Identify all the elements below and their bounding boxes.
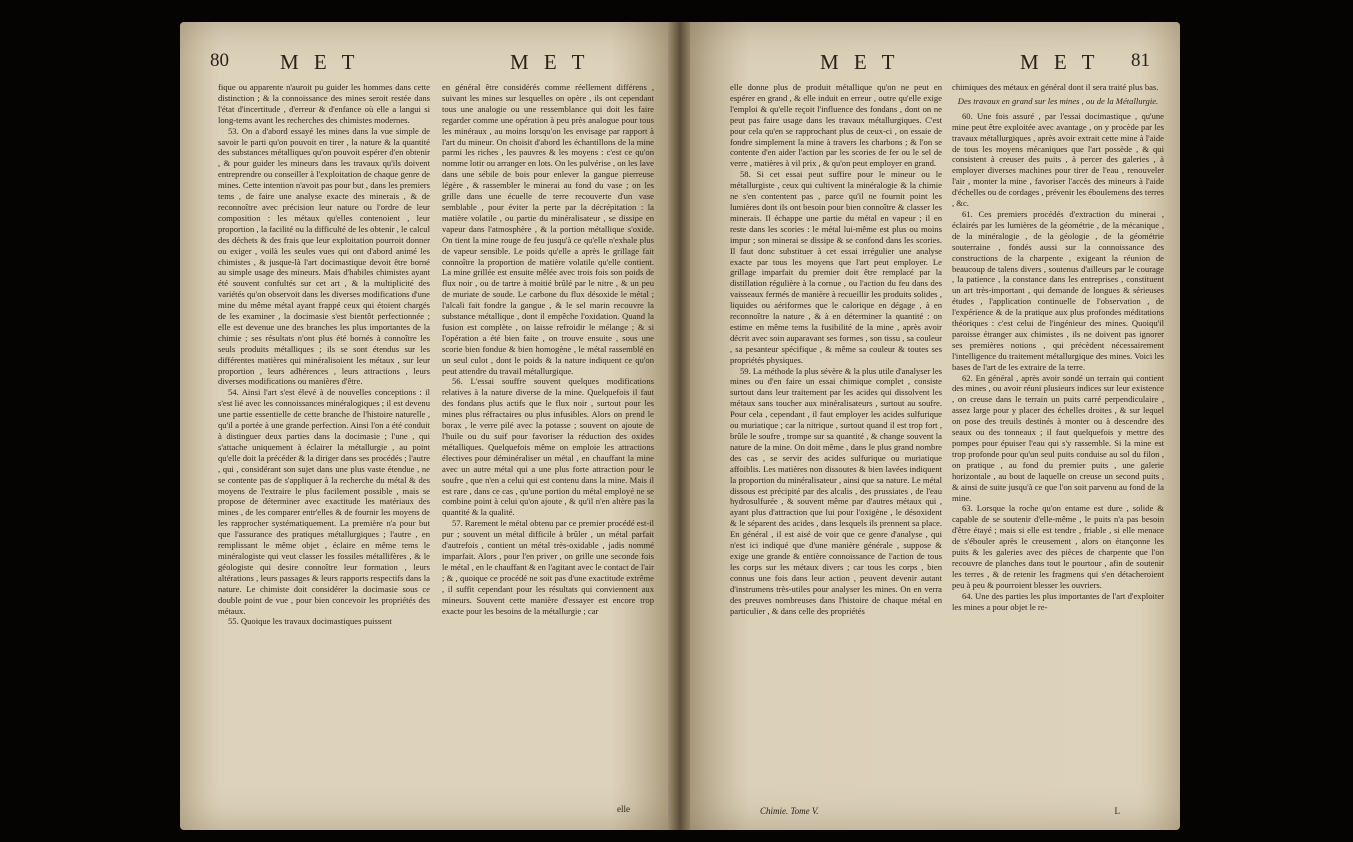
paragraph: 55. Quoique les travaux docimastiques puissent — [228, 616, 392, 627]
paragraph: 63. Lorsque la roche qu'on entame est dure , solide & capable de se soutenir d'elle-même , le puits n'a pas besoin d'être étayé ; mais si elle est tendre , friable , si elle menace de s'ébouler après le creusement , alors on étançonne les puits & les galeries avec des pièces de charpente que l'on recouvre de planches dans tout le pourtour , afin de soutenir les terres , & de retenir les fragmens qui s'en détacheroient peu à peu & pourroient blesser les ouvriers. — [952, 503, 1164, 590]
paragraph: chimiques des métaux en général dont il sera traité plus bas. — [952, 82, 1159, 92]
paragraph: 53. On a d'abord essayé les mines dans la vue simple de savoir le parti qu'on pouvoit en tirer , la nature & la quantité des substances métalliques qu'on pouvoit espérer d'en obtenir , & pour guider les mineurs dans les travaux qu'ils doivent entreprendre ou conseiller à l'exploitation de chaque genre de mines. Cette intention n'avoit pas pour but , dans les premiers tems , de faire une analyse exacte des minerais , & de reconnoître avec précision leur nature ou l'ordre de leur composition : les métaux qu'elles contenoient , leur proportion , la facilité ou la difficulté de les obtenir , le calcul des déchets & des frais que leur exploitation pourroit donner ou exiger , voilà les seules vues qui ont d'abord animé les chimistes , & jusque-là l'art docimastique devoit être borné au simple usage des mineurs. Mais d'habiles chimistes ayant été souvent confultés sur cet art , & la multiplicité des variétés qu'on observoit dans les diverses modifications d'une mine du même métal ayant frappé ceux qui étoient chargés de les examiner , la docimasie s'est bientôt perfectionnée ; elle est devenue une des branches les plus importantes de la chimie ; ses résultats n'ont plus été bornés à connoître les seuls produits métalliques ; ils se sont étendus sur les différentes matières qui minéralisoient les métaux , sur leur proportion , leurs adhérences , leurs attractions , leurs diverses modifications ou manières d'être. — [218, 125, 430, 387]
paragraph: 62. En général , après avoir sondé un terrain qui contient des mines , ou avoir réuni plusieurs indices sur leur existence , on creuse dans le terrain un puits carré perpendiculaire , assez large pour y placer des échelles droites , & sur lequel on pose des treuils destinés à monter ou à descendre des seaux ou des tonneaux ; il faut quelquefois y mettre des pompes pour épuiser l'eau qui s'y rassemble. Si la mine est trop profonde pour qu'un seul puits conduise au sol du filon , on pratique , au fond du premier puits , une galerie horizontale , au bout de laquelle on creuse un second puits , & ainsi de suite jusqu'à ce que l'on soit parvenu au fond de la mine. — [952, 372, 1164, 503]
paragraph: 61. Ces premiers procédés d'extraction du minerai , éclairés par les lumières de la géométrie , de la mécanique , de la minéralogie , de la géologie , de la géométrie souterraine , fondés aussi sur la connoissance des constructions de la charpente , exigeant la réunion de beaucoup de talens divers , soutenus d'ailleurs par le courage , la patience , la constance dans les entreprises , constituent un art très-important , qui demande de longues & sérieuses études , l'application continuelle de l'observation , de l'expérience & de la pratique aux plus profondes méditations théoriques : c'est celui de l'ingénieur des mines. Quoiqu'il paroisse étranger aux chimistes , ils ne doivent pas ignorer ses premières notions , qui précèdent nécessairement l'intelligence du traitement métallurgique des mines. Voici les bases de l'art de les extraire de la terre. — [952, 208, 1164, 372]
book-gutter — [668, 22, 692, 830]
paragraph: 60. Une fois assuré , par l'essai docimastique , qu'une mine peut être exploitée avec avantage , on y procède par les travaux métallurgiques , après avoir extrait cette mine à l'aide de tous les moyens mécaniques que l'art possède , & qui consistent à creuser des puits , à percer des galeries , à employer diverses machines pour tirer de l'eau , renouveler l'air , monter la mine , favoriser l'accès des mineurs à l'aide d'échelles ou de cordages , prévenir les éboulemens des terres , &c. — [952, 110, 1165, 209]
paragraph: 59. La méthode la plus sévère & la plus utile d'analyser les mines ou d'en faire un essai chimique complet , consiste surtout dans leur traitement par les acides qui dissolvent les métaux sans toucher aux minéralisateurs , surtout au soufre. Pour cela , cependant , il faut employer les acides sulfurique ou muriatique ; car la nitrique , surtout quand il est trop fort , brûle le soufre , trompe sur sa quantité , & change souvent la nature de la mine. On doit même , dans le plus grand nombre des cas , se servir des acides sulfurique ou muriatique affoiblis. Les matières non dissoutes & bien lavées indiquent la proportion du minéralisateur , ainsi que sa nature. Le métal dissous est précipité par des alcalis , des prussiates , de l'eau hydrosulfurée , & souvent même par d'autres métaux qui , ayant plus d'attraction que lui pour l'oxigène , le désoxident & le séparent des acides , dans lesquels ils prennent sa place. En général , il est aisé de voir que ce genre d'analyse , qui n'est ici indiqué que d'une manière générale , suppose & exige une grande & entière connoissance de l'action de tous les corps sur les métaux divers ; car tous les corps , bien connus une fois dans leur action , peuvent devenir autant d'instrumens très-utiles pour analyser les mines. On en verra des preuves nombreuses dans l'histoire de chaque métal en particulier , & dans celle des propriétés — [730, 365, 943, 616]
right-running-head-2: M E T — [1020, 50, 1100, 74]
paragraph: fique ou apparente n'auroit pu guider les hommes dans cette distinction ; & la connoissance des mines seroit restée dans l'état d'incertitude , d'erreur & d'enfance où elle a langui si long-tems avant les recherches des chimistes modernes. — [218, 82, 430, 125]
footer-volume: Chimie. Tome V. — [760, 806, 819, 816]
paragraph: 64. Une des parties les plus importantes de l'art d'exploiter les mines a pour objet le re- — [952, 590, 1164, 612]
left-column-2 — [442, 82, 654, 616]
right-page — [690, 22, 1180, 830]
paragraph: 58. Si cet essai peut suffire pour le mineur ou le métallurgiste , ceux qui cultivent la minéralogie & la chimie ne s'en contentent pas , parce qu'il ne fournit point les lumières dont ils ont besoin pour bien connoître & classer les minerais. Il échappe une partie du métal en vapeur ; il en reste dans les scories : le métal lui-même est plus ou moins impur ; son minerai se dissipe & se confond dans les scories. Il faut donc substituer à cet essai irrégulier une analyse exacte par tous les moyens que l'art peut employer. Le grillage imparfait du premier doit être remplacé par la distillation régulière à la cornue , ou l'action du feu dans des vaisseaux fermés de manière à recueillir les produits solides , liquides ou aériformes que le calorique en dégage , à en reconnoître la nature , & à en déterminer la quantité : on estime en même tems la fusibilité de la mine , après avoir décrit avec soin auparavant ses formes , son tissu , sa couleur , sa pesanteur spécifique , & même sa couleur & toutes ses propriétés physiques. — [730, 169, 942, 365]
right-page-header — [720, 50, 1150, 78]
right-running-head-1: M E T — [820, 50, 900, 74]
signature-mark: L — [1114, 806, 1120, 816]
left-page-header — [210, 50, 640, 78]
left-running-head-2: M E T — [510, 50, 590, 74]
catchword: elle — [617, 804, 630, 814]
right-column-2 — [952, 82, 1164, 613]
left-column-1 — [218, 82, 430, 627]
paragraph: en général être considérés comme réellement différens , suivant les mines sur lesquelles on opère , ils ont cependant tous une analogie ou une ressemblance qui doit les faire regarder comme une opération à peu près analogue pour tous les minéraux , au moins lorsqu'on les envisage par rapport à l'art du mineur. On choisit d'abord les échantillons de la mine parmi les riches , les pauvres & les moyens : c'est ce qu'on nomme lotir ou arranger en lots. On les pulvérise , on les lave dans une sébile de bois pour enlever la gangue pierreuse légère , & rassembler le minerai au fond du vase ; on les grille dans une écuelle de terre recouverte d'un vase semblable , pour éviter la perte par la décrépitation : la matière volatile , ou partie du minéralisateur , se dissipe en vapeur dans l'atmosphère , & la portion métallique s'oxide. On tient la mine rouge de feu jusqu'à ce qu'elle n'exhale plus de vapeur sensible. Le poids qu'elle a après le grillage fait connoître la proportion de matière volatile qu'elle contient. La mine grillée est ensuite mêlée avec trois fois son poids de flux noir , ou de tartre à moitié brûlé par le nitre , & un peu de muriate de soude. Le carbone du flux désoxide le métal ; l'alcali fait fondre la gangue , & le sel marin recouvre la substance métallique , dont il empêche l'oxidation. Quand la fusion est complète , on laisse refroidir le mélange ; & si l'opération a été bien faite , on trouve ensuite , sous une scorie bien fondue & bien homogène , le métal rassemblé en un seul culot , dont le poids & la nature indiquent ce qu'on peut attendre du travail métallurgique. — [442, 82, 654, 376]
section-heading: Des travaux en grand sur les mines , ou de la Métallurgie. — [957, 95, 1159, 106]
right-page-number: 81 — [1131, 50, 1150, 71]
left-page-number: 80 — [210, 50, 229, 71]
paragraph: 54. Ainsi l'art s'est élevé à de nouvelles conceptions : il s'est lié avec les connoissances minéralogiques ; il est devenu une partie essentielle de cette branche de l'histoire naturelle , qu'il a portée à une grande perfection. Ainsi l'on a été conduit à distinguer deux parties dans la docimasie ; l'une , qui s'attache uniquement à éclairer la métallurgie , au point qu'elle doit la précéder & la diriger dans ses procédés ; l'autre , qui , considérant son sujet dans une plus vaste étendue , ne se contente pas de s'appliquer à la recherche du métal & des moyens de l'extraire le plus facilement possible , mais se propose de déterminer avec exactitude les matériaux des mines , de les comparer entr'elles & de fournir les moyens de les rapprocher systématiquement. La première n'a pour but que l'assurance des pratiques métallurgiques ; l'autre , en remplissant le même objet , éclaire en même tems le minéralogiste qui veut classer les fossiles métallifères , & le géologiste qui desire connoître leur formation , leurs altérations , leurs passages & leurs rapports respectifs dans la nature. Le chimiste doit considérer la docimasie sous ce double point de vue , pour bien concevoir les propriétés des métaux. — [218, 387, 430, 616]
paragraph: 57. Rarement le métal obtenu par ce premier procédé est-il pur ; souvent un métal difficile à brûler , un métal parfait d'autrefois , contient un métal très-oxidable , jadis nommé imparfait. Alors , pour l'en priver , on grille une seconde fois le métal , en le chauffant & en l'agitant avec le contact de l'air ; & , quoique ce procédé ne soit pas d'une exactitude extrême , il suffit cependant pour les résultats qui conviennent aux mineurs. Souvent cette manière d'essayer est encore trop exacte pour les besoins de la métallurgie ; car — [442, 518, 654, 616]
right-column-1 — [730, 82, 942, 616]
paragraph: 56. L'essai souffre souvent quelques modifications relatives à la nature diverse de la mine. Quelquefois il faut des fondans plus actifs que le flux noir , surtout pour les mines plus réfractaires ou plus infusibles. Alors on prend le borax , le verre pilé avec la potasse ; souvent on ajoute de l'huile ou du suif pour favoriser la réduction des oxides métalliques. Quelquefois même on emploie les attractions électives pour déminéraliser un métal , en chauffant la mine avec un autre métal qui a une plus forte attraction pour le soufre , que n'en a celui qui est contenu dans la mine. Mais il est rare , dans ce cas , qu'une portion du métal employé ne se combine point à celui qu'on ajoute , & qu'il n'en altère pas la quantité & la qualité. — [442, 376, 654, 518]
paragraph: elle donne plus de produit métallique qu'on ne peut en espérer en grand , & elle induit en erreur , outre qu'elle exige l'emploi & qu'elle reçoit l'influence des fondans , dont on ne peut pas faire usage dans les travaux métallurgiques. C'est pour cela qu'en se rapprochant plus de ceux-ci , on essaie de fondre simplement la mine à travers les charbons ; & l'on se contente d'en aider l'action par les scories de fer ou le sel de verre , matières à vil prix , & qu'on peut employer en grand. — [730, 82, 942, 169]
left-page — [180, 22, 670, 830]
left-running-head-1: M E T — [280, 50, 360, 74]
